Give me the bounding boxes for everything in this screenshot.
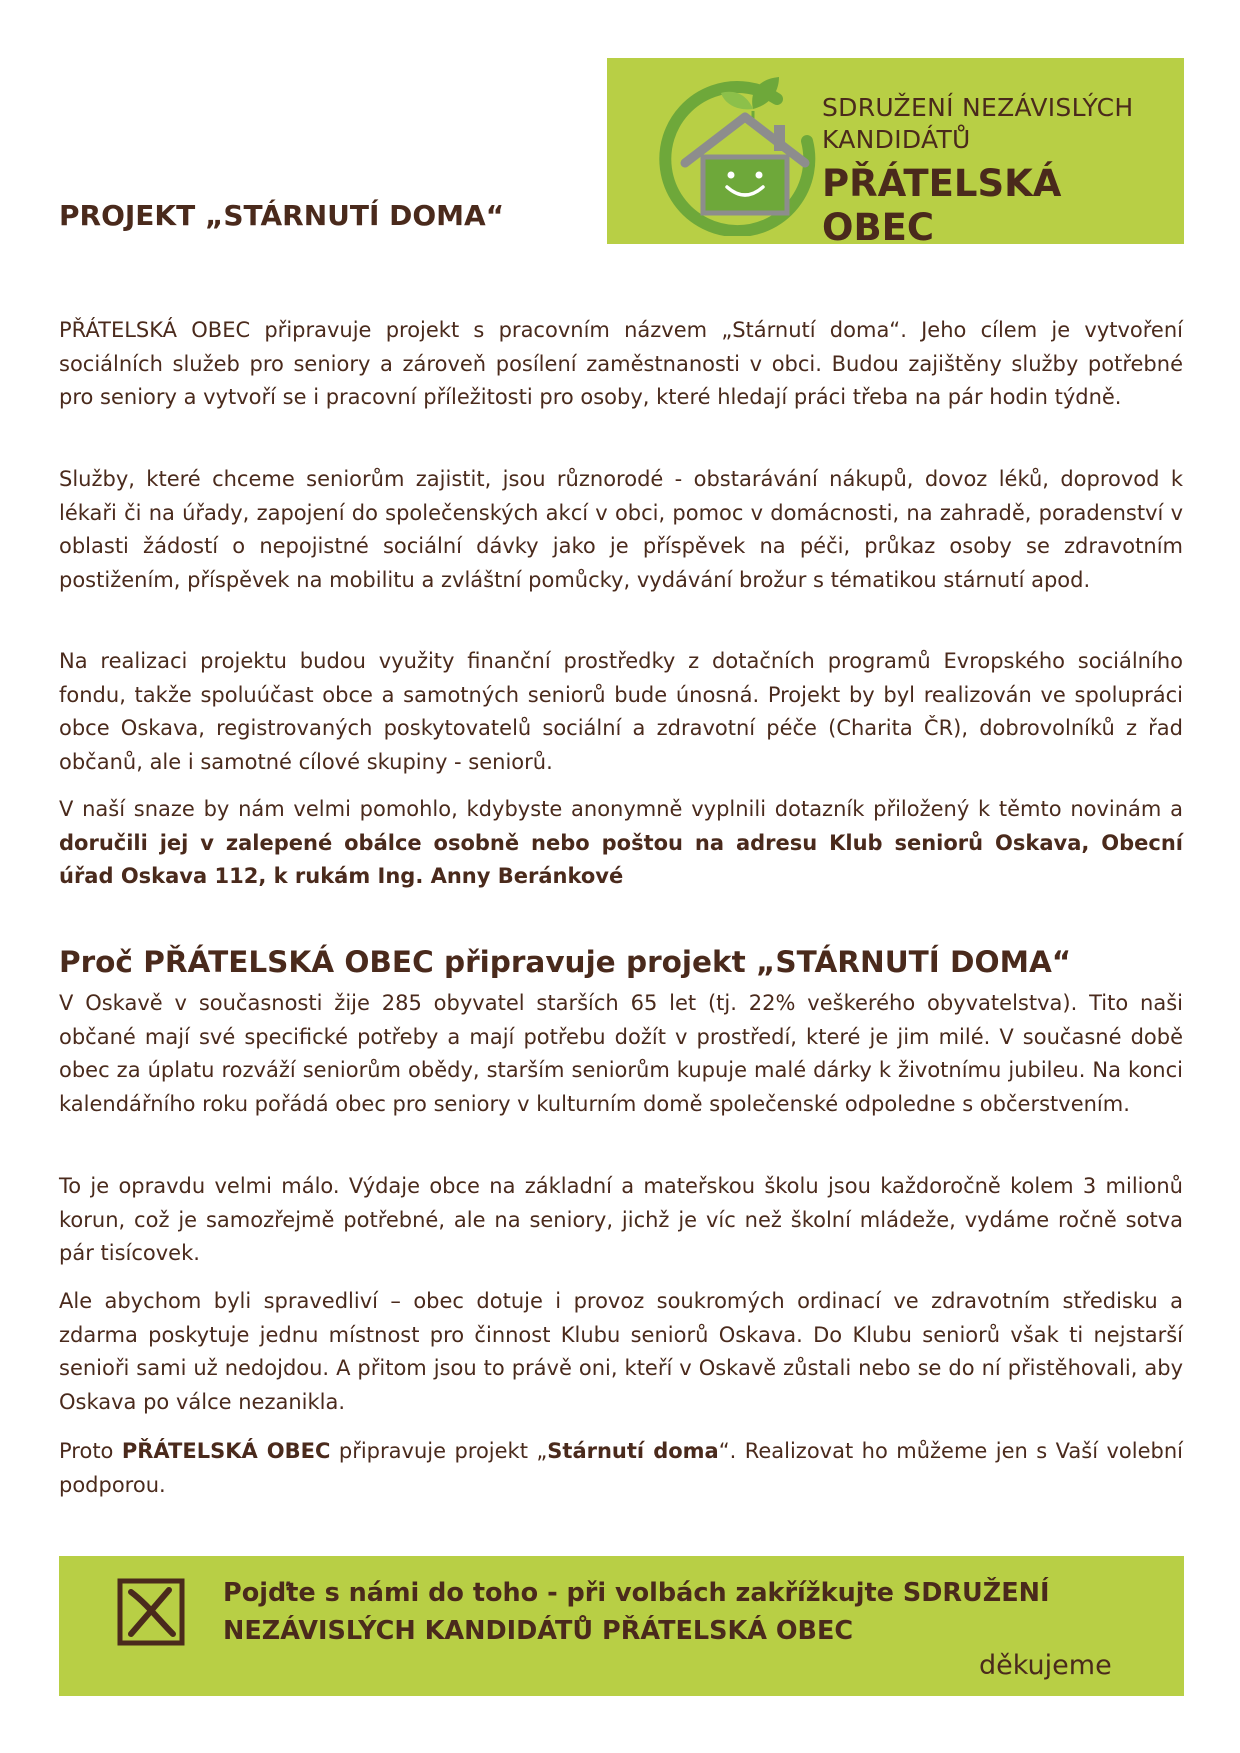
p4-text-c: připravuje projekt „ [330,1439,548,1463]
p4-text-e: “. Realizovat ho můžeme jen s Vaší volební podporou. [59,1439,1184,1497]
intro-paragraph-2: Služby, které chceme seniorům zajistit, jsou různorodé - obstarávání nákupů, dovoz léků, doprovod k lékaři či na úřady, zapojení do společenských akcí v obci, pomoc v domácnosti, na zahradě, poradenství v oblasti žádostí o nepojistné sociální dávky jako je příspěvek na péči, průkaz osoby se zdravotním postižením, příspěvek na mobilitu a zvláštní pomůcky, vydávání brožur s tématikou stárnutí apod. [59,467,1183,592]
footer-thanks: děkujeme [979,1650,1112,1681]
header-logo-box [607,58,1184,249]
footer-line-1: Pojďte s námi do toho - při volbách zakřížkujte SDRUŽENÍ [223,1578,1050,1608]
page-title: PROJEKT „STÁRNUTÍ DOMA“ [59,199,505,232]
org-line-1: SDRUŽENÍ NEZÁVISLÝCH [822,93,1134,122]
section-heading: Proč PŘÁTELSKÁ OBEC připravuje projekt „STÁRNUTÍ DOMA“ [59,945,1072,979]
org-name-lines [822,92,1172,156]
intro-p4-address: doručili jej v zalepené obálce osobně nebo poštou na adresu Klub seniorů Oskava, Obecní úřad Oskava 112, k rukám Ing. Anny Beránkové [59,830,1183,889]
section-paragraph-4 [59,1435,1183,1502]
smiling-house-with-leaves-icon [657,71,827,236]
intro-paragraph-4 [59,793,1183,894]
section-paragraph-1: V Oskavě v současnosti žije 285 obyvatel starších 65 let (tj. 22% veškerého obyvatelstva). Tito naši občané mají své specifické potřeby a mají potřebu dožít v prostředí, které je jim milé. V současné době obec za úplatu rozváží seniorům obědy, starším seniorům kupuje malé dárky k životnímu jubileu. Na konci kalendářního roku pořádá obec pro seniory v kulturním domě společenské odpoledne s občerstvením. [59,991,1183,1116]
intro-p4-text: V naší snaze by nám velmi pomohlo, kdybyste anonymně vyplnili dotazník přiložený k těmto novinám a [59,797,1183,821]
footer-call-to-action [59,1556,1184,1696]
p4-org-name: PŘÁTELSKÁ OBEC [121,1439,331,1463]
p4-project-name: Stárnutí doma [547,1439,719,1463]
p4-text-a: Proto [59,1439,122,1463]
org-name: PŘÁTELSKÁ OBEC [822,162,1062,249]
footer-line-2: NEZÁVISLÝCH KANDIDÁTŮ PŘÁTELSKÁ OBEC [223,1616,854,1646]
footer-message [223,1574,1123,1650]
ballot-cross-icon [117,1578,185,1646]
intro-paragraph-1: PŘÁTELSKÁ OBEC připravuje projekt s pracovním názvem „Stárnutí doma“. Jeho cílem je vytvoření sociálních služeb pro seniory a zároveň posílení zaměstnanosti v obci. Budou zajištěny služby potřebné pro seniory a vytvoří se i pracovní příležitosti pro osoby, které hledají práci třeba na pár hodin týdně. [59,318,1183,410]
intro-paragraph-3: Na realizaci projektu budou využity finanční prostředky z dotačních programů Evropského sociálního fondu, takže spoluúčast obce a samotných seniorů bude únosná. Projekt by byl realizován ve spolupráci obce Oskava, registrovaných poskytovatelů sociální a zdravotní péče (Charita ČR), dobrovolníků z řad občanů, ale i samotné cílové skupiny - seniorů. [59,649,1183,774]
section-paragraph-2: To je opravdu velmi málo. Výdaje obce na základní a mateřskou školu jsou každoročně kolem 3 milionů korun, což je samozřejmě potřebné, ale na seniory, jichž je víc než školní mládeže, vydáme ročně sotva pár tisícovek. [59,1174,1183,1266]
section-paragraph-3: Ale abychom byli spravedliví – obec dotuje i provoz soukromých ordinací ve zdravotním středisku a zdarma poskytuje jednu místnost pro činnost Klubu seniorů Oskava. Do Klubu seniorů však ti nejstarší senioři sami už nedojdou. A přitom jsou to právě oni, kteří v Oskavě zůstali nebo se do ní přistěhovali, aby Oskava po válce nezanikla. [59,1289,1183,1414]
org-line-2: KANDIDÁTŮ [822,125,971,154]
